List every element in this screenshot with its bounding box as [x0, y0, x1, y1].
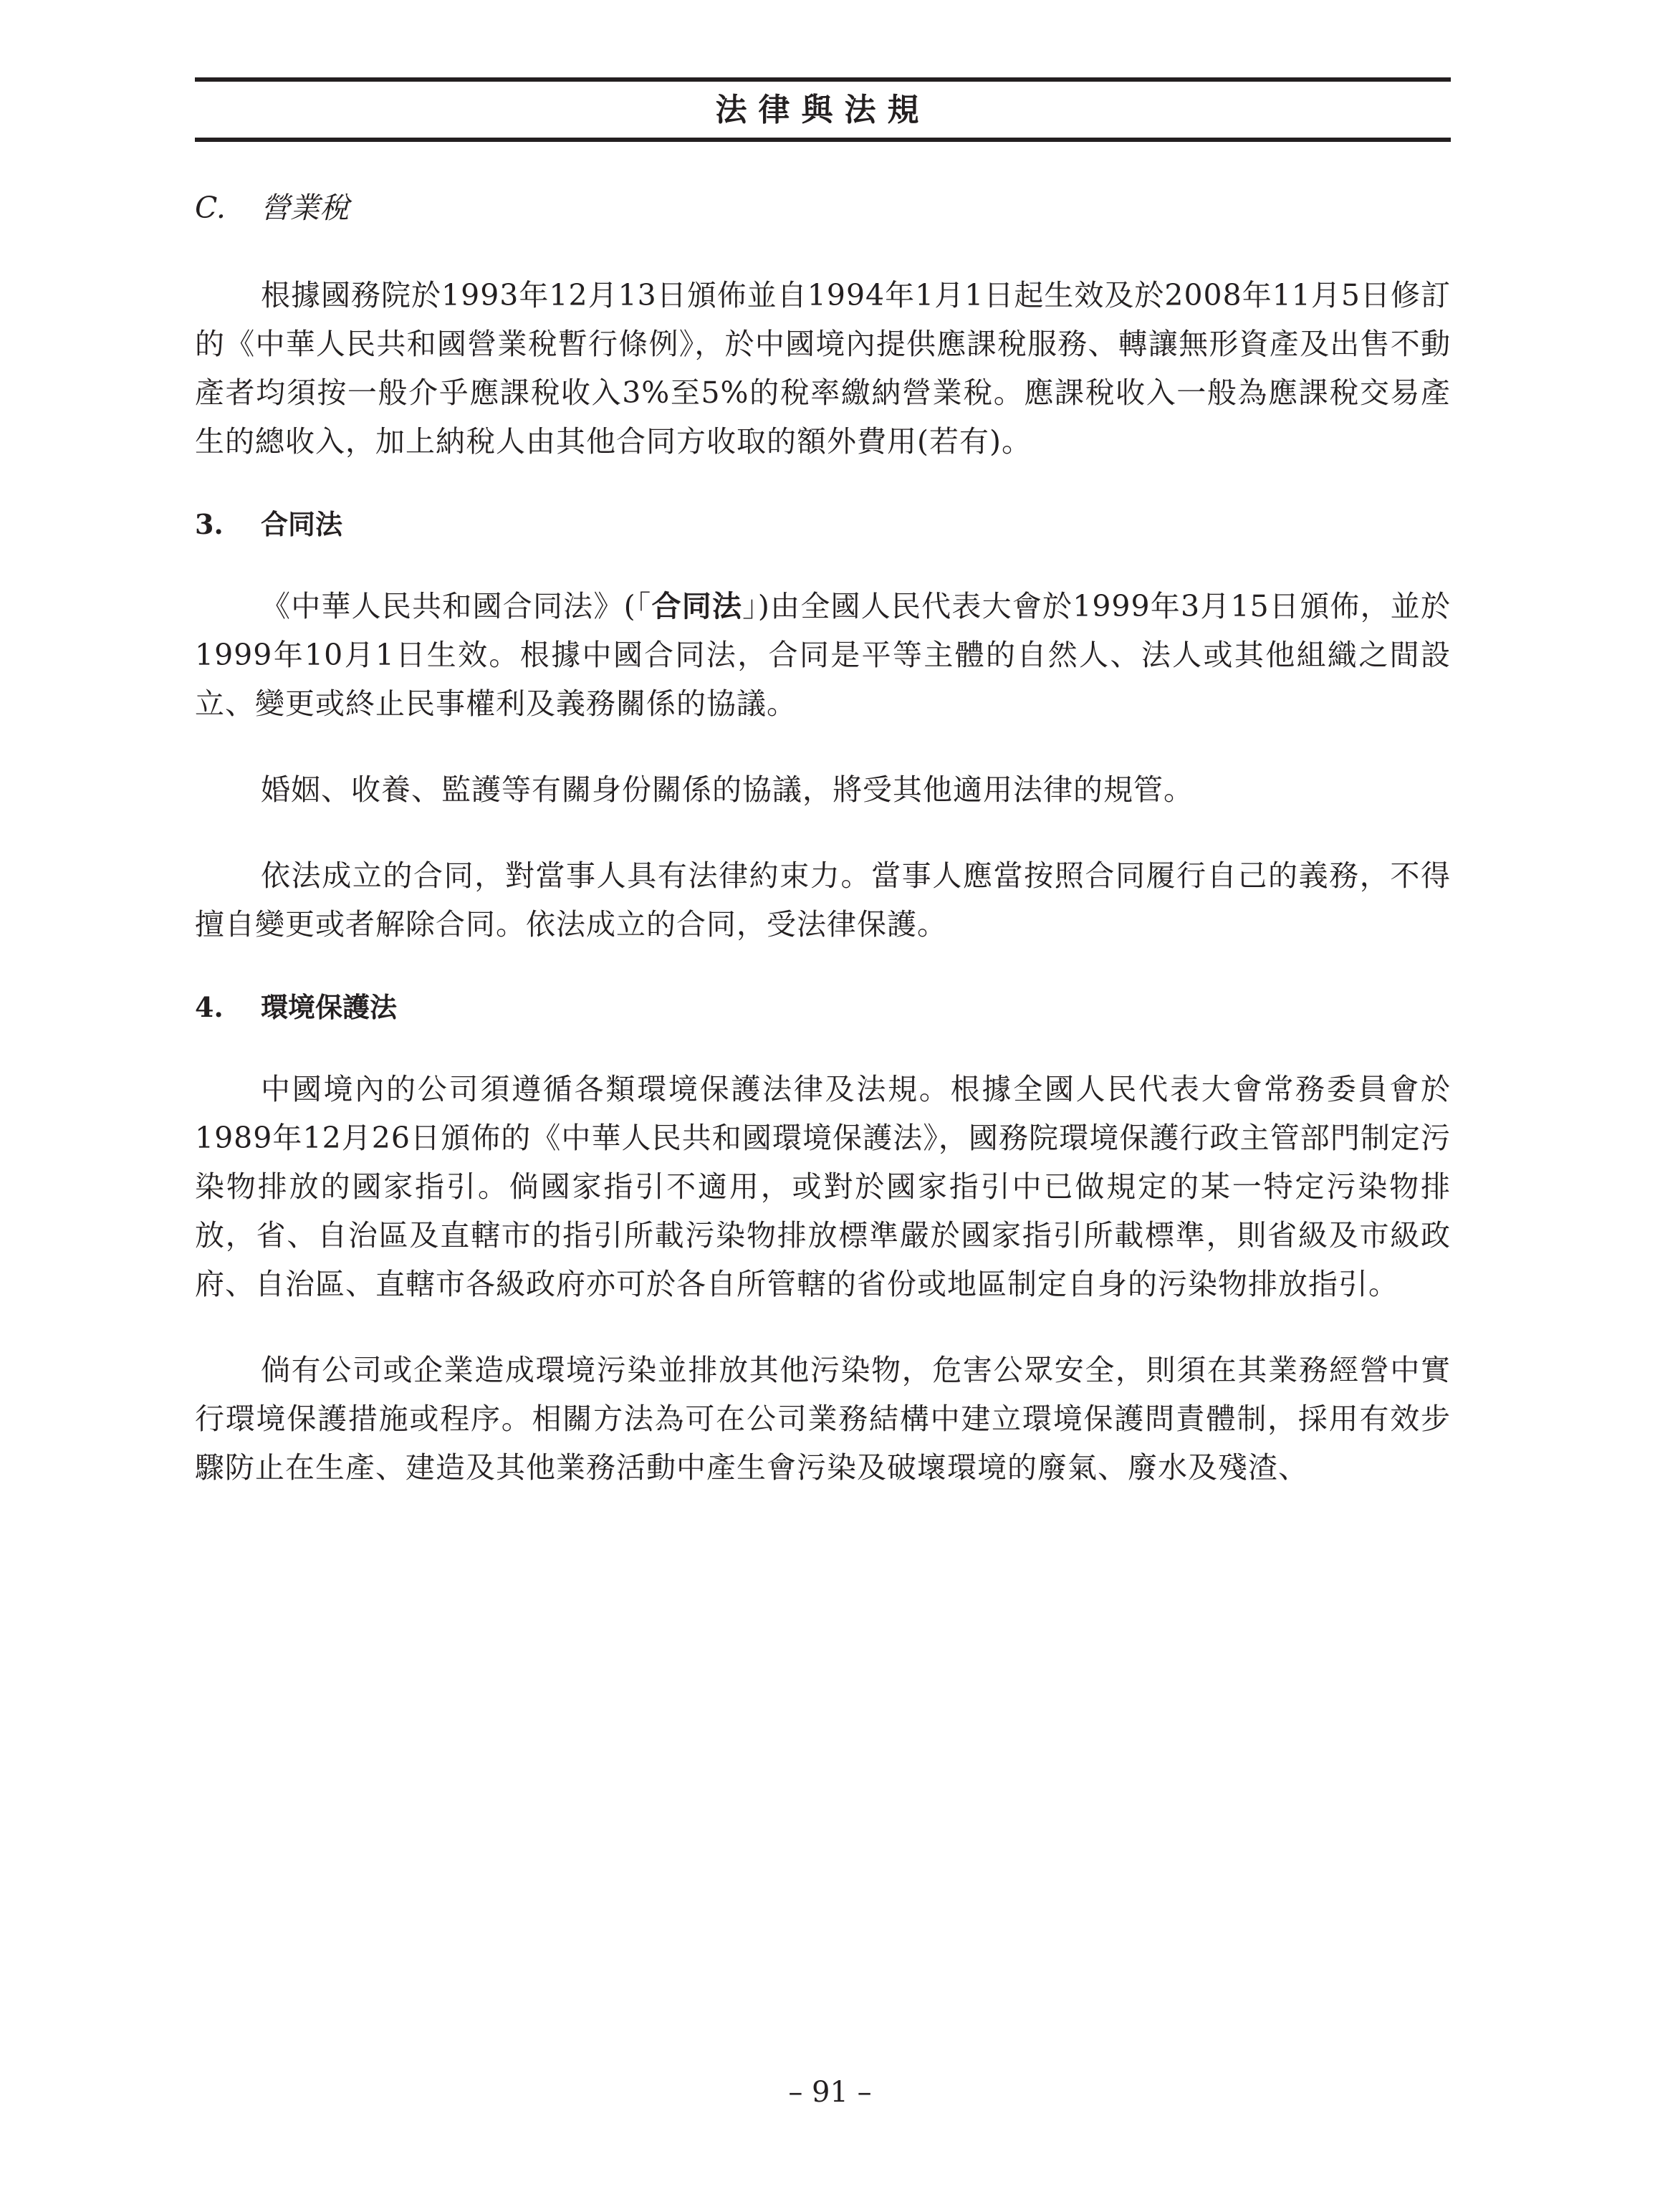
- section-c-heading: [195, 186, 1451, 229]
- page-header-title: 法律與法規: [715, 92, 931, 128]
- section-3-paragraph-2: 婚姻、收養、監護等有關身份關係的協議，將受其他適用法律的規管。: [261, 772, 1194, 807]
- section-3-paragraph-1-rest: 」)由全國人民代表大會於1999年3月15日頒佈，並於1999年10月1日生效。根據中國合同法，合同是平等主體的自然人、法人或其他組織之間設立、變更或終止民事權利及義務關係的協議。: [195, 589, 1452, 721]
- section-3-paragraph-3: 依法成立的合同，對當事人具有法律約束力。當事人應當按照合同履行自己的義務，不得擅自變更或者解除合同。依法成立的合同，受法律保護。: [195, 858, 1451, 942]
- section-c-title: 營業稅: [261, 191, 349, 225]
- section-3-paragraph-1-start: 《中華人民共和國合同法》(「: [261, 589, 652, 623]
- page-number: – 91 –: [788, 2076, 872, 2109]
- section-3-paragraph-1: [195, 582, 1451, 728]
- section-4-title: 環境保護法: [261, 991, 398, 1023]
- section-c-paragraph: 根據國務院於1993年12月13日頒佈並自1994年1月1日起生效及於2008年11月5日修訂的《中華人民共和國營業稅暫行條例》，於中國境內提供應課稅服務、轉讓無形資產及出售不動產者均須按一般介乎應課稅收入3%至5%的稅率繳納營業稅。應課稅收入一般為應課稅交易產生的總收入，加上納稅人由其他合同方收取的額外費用(若有)。: [195, 278, 1451, 459]
- section-3-number: 3.: [195, 508, 224, 540]
- section-4-heading: [195, 986, 1451, 1029]
- section-4-paragraph-2: 倘有公司或企業造成環境污染並排放其他污染物，危害公眾安全，則須在其業務經營中實行環境保護措施或程序。相關方法為可在公司業務結構中建立環境保護問責體制，採用有效步驟防止在生產、建造及其他業務活動中產生會污染及破壞環境的廢氣、廢水及殘渣、: [195, 1353, 1451, 1485]
- section-3-heading: [195, 503, 1451, 546]
- section-c-number: C.: [195, 191, 226, 225]
- defined-term-contract-law: 合同法: [651, 589, 743, 623]
- header-bottom-rule: [195, 138, 1451, 142]
- section-4-number: 4.: [195, 991, 224, 1023]
- section-4-paragraph-1: 中國境內的公司須遵循各類環境保護法律及法規。根據全國人民代表大會常務委員會於1989年12月26日頒佈的《中華人民共和國環境保護法》，國務院環境保護行政主管部門制定污染物排放的國家指引。倘國家指引不適用，或對於國家指引中已做規定的某一特定污染物排放，省、自治區及直轄市的指引所載污染物排放標準嚴於國家指引所載標準，則省級及市級政府、自治區、直轄市各級政府亦可於各自所管轄的省份或地區制定自身的污染物排放指引。: [195, 1072, 1451, 1301]
- section-3-title: 合同法: [261, 508, 343, 540]
- header-top-rule: [195, 77, 1451, 82]
- document-body: [195, 186, 1451, 1529]
